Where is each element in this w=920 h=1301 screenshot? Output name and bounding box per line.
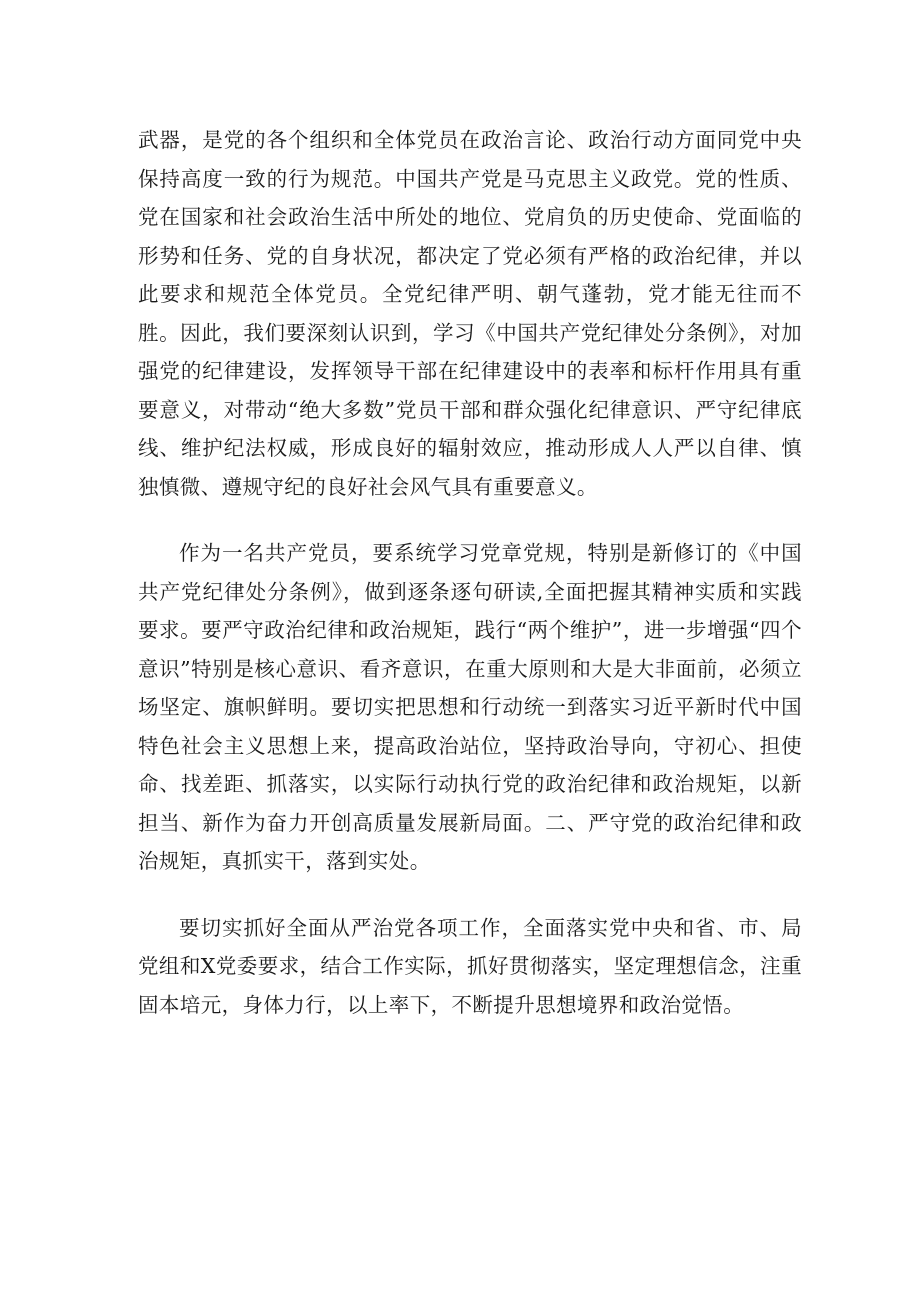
paragraph-1: 武器，是党的各个组织和全体党员在政治言论、政治行动方面同党中央保持高度一致的行为规范。中国共产党是马克思主义政党。党的性质、党在国家和社会政治生活中所处的地位、党肩负的历史使命、党面临的形势和任务、党的自身状况，都决定了党必须有严格的政治纪律，并以此要求和规范全体党员。全党纪律严明、朝气蓬勃，党才能无往而不胜。因此，我们要深刻认识到，学习《中国共产党纪律处分条例》，对加强党的纪律建设，发挥领导干部在纪律建设中的表率和标杆作用具有重要意义，对带动“绝大多数”党员干部和群众强化纪律意识、严守纪律底线、维护纪法权威，形成良好的辐射效应，推动形成人人严以自律、慎独慎微、遵规守纪的良好社会风气具有重要意义。 [138, 128, 802, 499]
document-body [138, 121, 802, 1024]
paragraph-2: 作为一名共产党员，要系统学习党章党规，特别是新修订的《中国共产党纪律处分条例》，做到逐条逐句研读,全面把握其精神实质和实践要求。要严守政治纪律和政治规矩，践行“两个维护”，进一步增强“四个意识”特别是核心意识、看齐意识，在重大原则和大是大非面前，必须立场坚定、旗帜鲜明。要切实把思想和行动统一到落实习近平新时代中国特色社会主义思想上来，提高政治站位，坚持政治导向，守初心、担使命、找差距、抓落实，以实际行动执行党的政治纪律和政治规矩，以新担当、新作为奋力开创高质量发展新局面。二、严守党的政治纪律和政治规矩，真抓实干，落到实处。 [138, 541, 802, 873]
paragraph-3: 要切实抓好全面从严治党各项工作，全面落实党中央和省、市、局党组和X党委要求，结合工作实际，抓好贯彻落实，坚定理想信念，注重固本培元，身体力行，以上率下，不断提升思想境界和政治觉悟。 [138, 915, 802, 1017]
